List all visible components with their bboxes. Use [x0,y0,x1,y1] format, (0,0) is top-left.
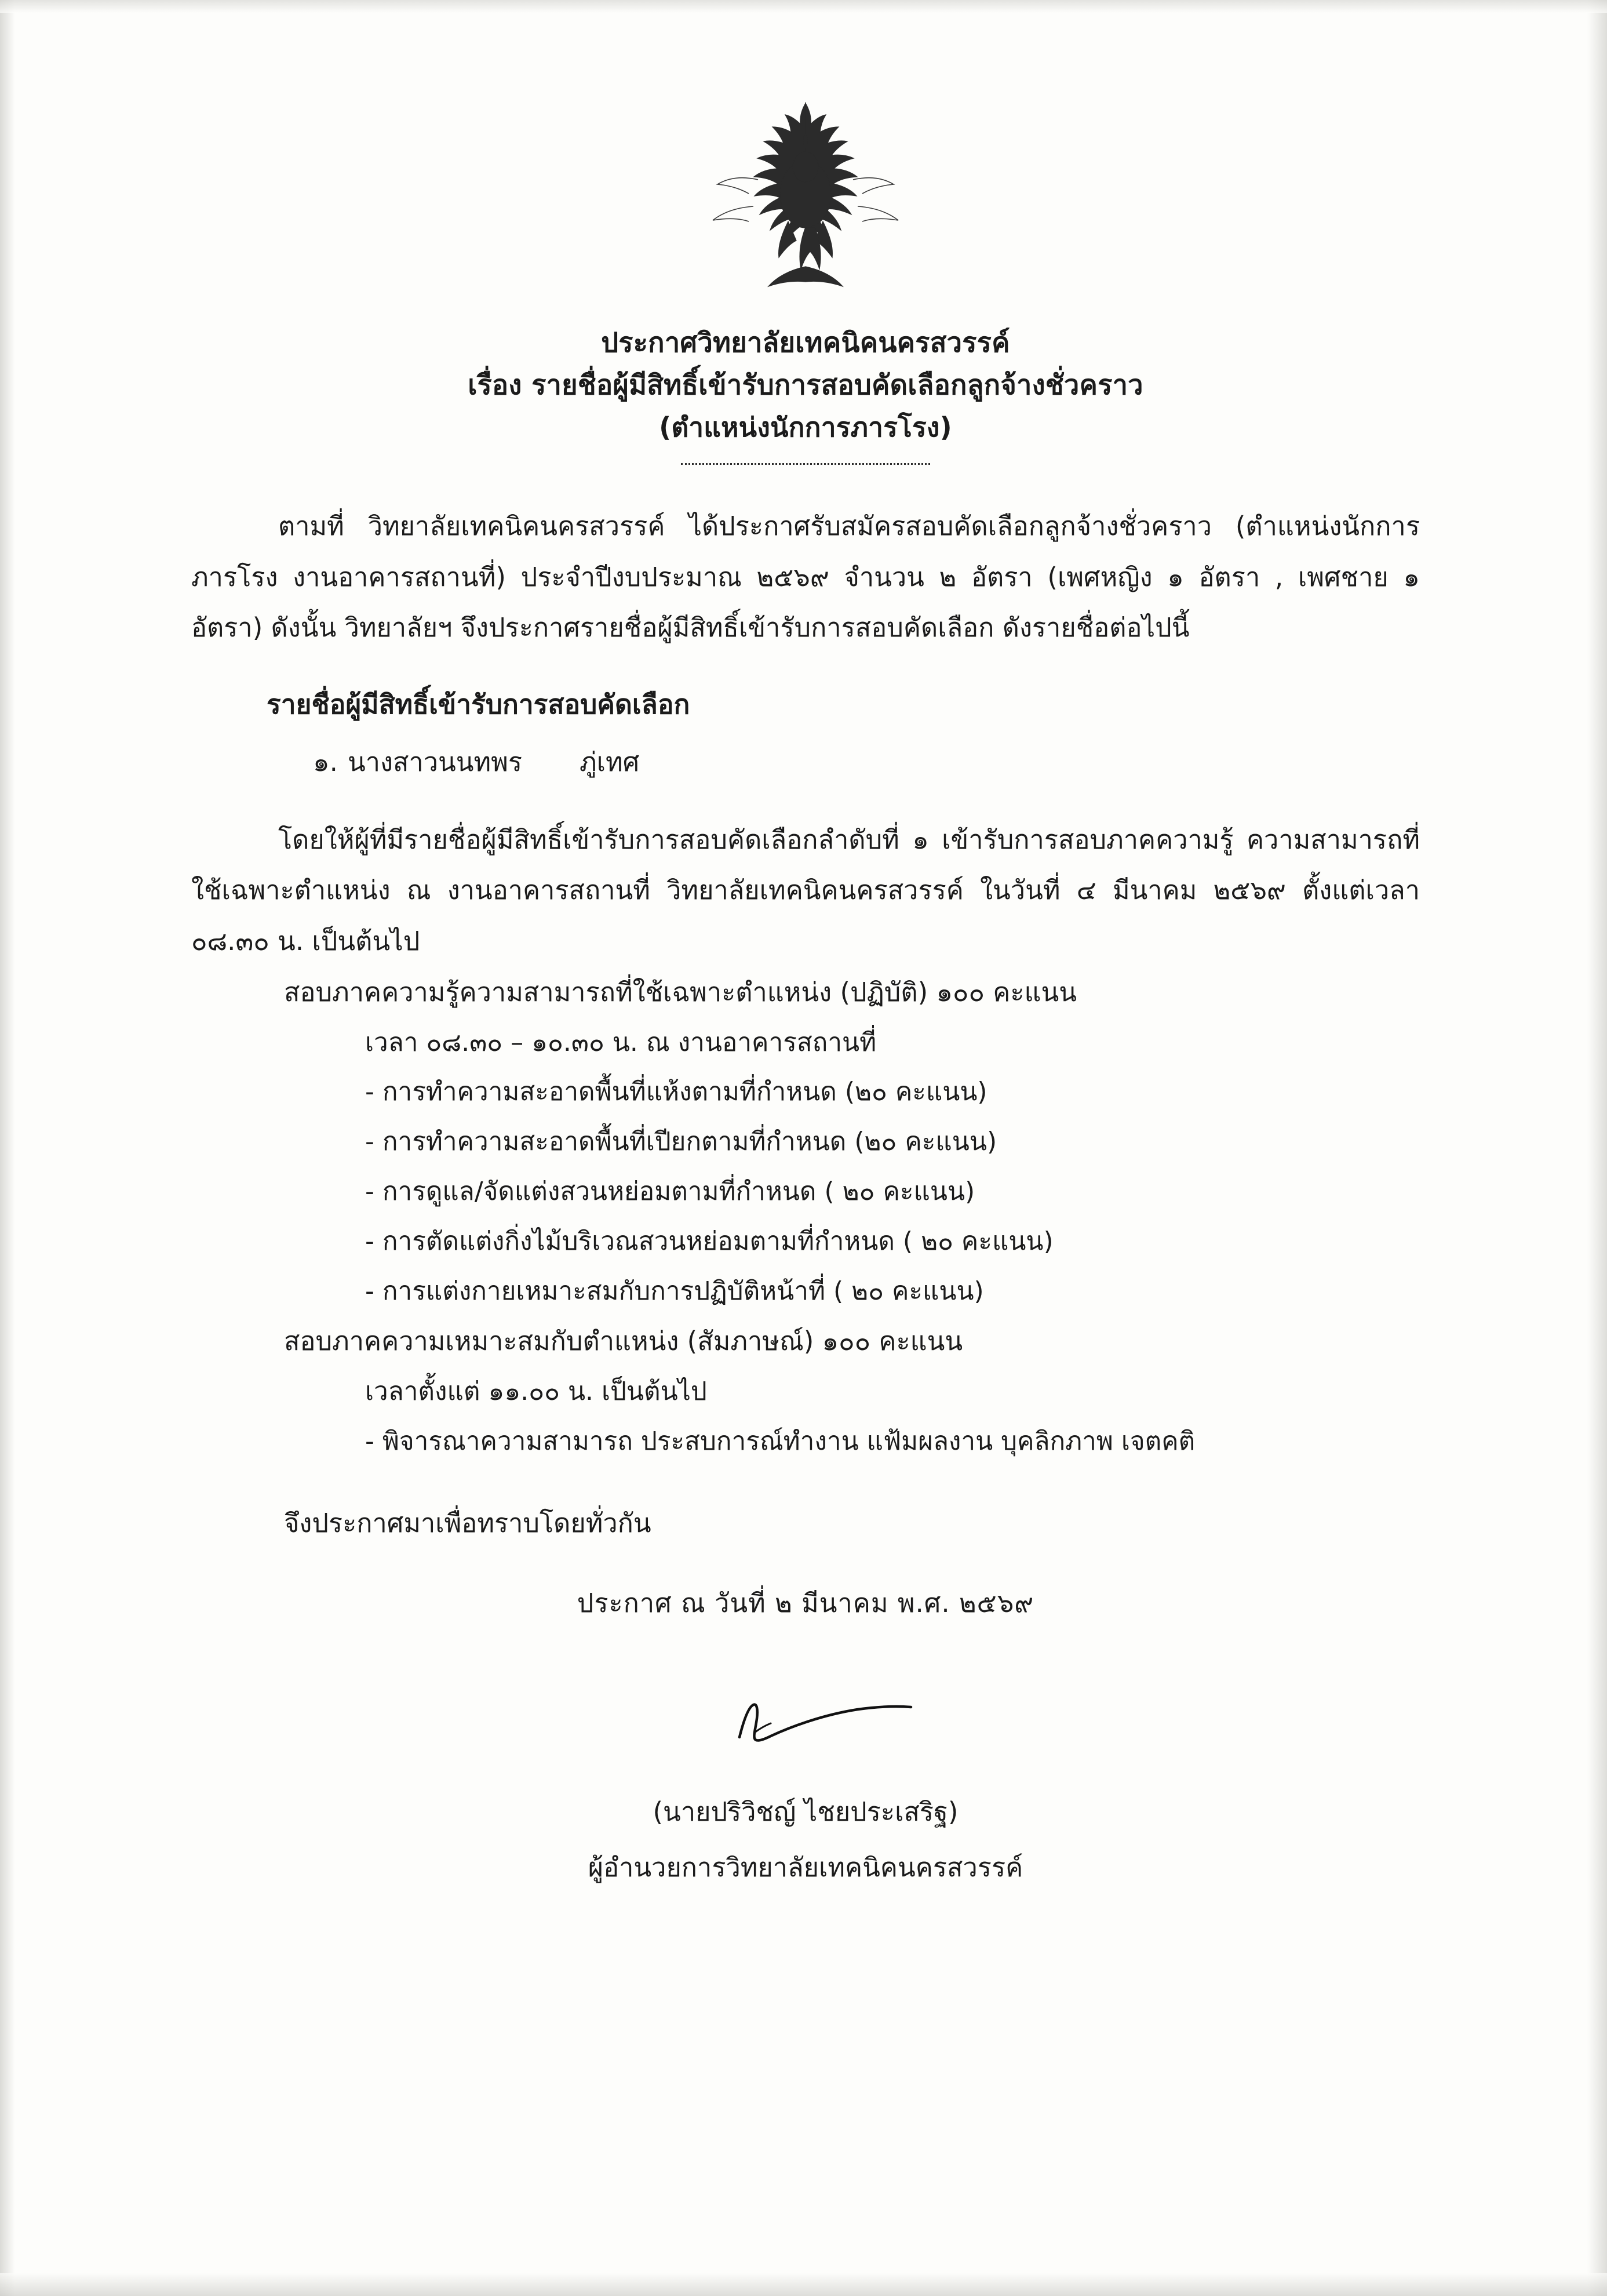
candidate-surname: ภู่เทศ [580,746,640,777]
garuda-emblem-icon [690,93,921,301]
document-body [191,501,1420,1893]
page-edge-top [0,0,1607,13]
page-edge-left [0,0,15,2296]
candidate-name: นางสาวนนทพร [348,746,523,777]
exam-section-1-item-3: - การดูแล/จัดแต่งสวนหย่อมตามที่กำหนด ( ๒๐ คะแนน) [365,1177,975,1207]
heading-divider [681,463,930,465]
heading-line-2: เรื่อง รายชื่อผู้มีสิทธิ์เข้ารับการสอบคัดเลือกลูกจ้างชั่วคราว [468,369,1143,401]
exam-section-1-item-2: - การทำความสะอาดพื้นที่เปียกตามที่กำหนด (๒๐ คะแนน) [365,1127,997,1157]
signer-title: ผู้อำนวยการวิทยาลัยเทคนิคนครสวรรค์ [588,1851,1023,1883]
document-content [191,70,1420,1893]
exam-section-1-title: สอบภาคความรู้ความสามารถที่ใช้เฉพาะตำแหน่ง (ปฏิบัติ) ๑๐๐ คะแนน [284,976,1077,1007]
emblem-container [191,93,1420,301]
document-heading [191,322,1420,465]
intro-paragraph: ตามที่ วิทยาลัยเทคนิคนครสวรรค์ ได้ประกาศรับสมัครสอบคัดเลือกลูกจ้างชั่วคราว (ตำแหน่งนักการภารโรง งานอาคารสถานที่) ประจำปีงบประมาณ ๒๕๖๙ จำนวน ๒ อัตรา (เพศหญิง ๑ อัตรา , เพศชาย ๑ อัตรา) ดังนั้น วิทยาลัยฯ จึงประกาศรายชื่อผู้มีสิทธิ์เข้ารับการสอบคัดเลือก ดังรายชื่อต่อไปนี้ [191,510,1420,643]
instruction-paragraph: โดยให้ผู้ที่มีรายชื่อผู้มีสิทธิ์เข้ารับการสอบคัดเลือกลำดับที่ ๑ เข้ารับการสอบภาคความรู้ ความสามารถที่ใช้เฉพาะตำแหน่ง ณ งานอาคารสถานที่ วิทยาลัยเทคนิคนครสวรรค์ ในวันที่ ๔ มีนาคม ๒๕๖๙ ตั้งแต่เวลา ๐๘.๓๐ น. เป็นต้นไป [191,824,1420,957]
announcement-date: ประกาศ ณ วันที่ ๒ มีนาคม พ.ศ. ๒๕๖๙ [577,1587,1034,1618]
exam-section-2-time: เวลาตั้งแต่ ๑๑.๐๐ น. เป็นต้นไป [365,1377,707,1407]
eligible-list-title: รายชื่อผู้มีสิทธิ์เข้ารับการสอบคัดเลือก [267,689,690,721]
heading-line-3: (ตำแหน่งนักการภารโรง) [659,411,952,443]
signature-block [191,1692,1420,1893]
candidate-number: ๑. [313,746,338,777]
exam-section-1-time: เวลา ๐๘.๓๐ – ๑๐.๓๐ น. ณ งานอาคารสถานที่ [365,1027,877,1057]
exam-section-1-item-5: - การแต่งกายเหมาะสมกับการปฏิบัติหน้าที่ ( ๒๐ คะแนน) [365,1276,984,1306]
candidate-row [313,737,1420,788]
exam-section-1-item-1: - การทำความสะอาดพื้นที่แห้งตามที่กำหนด (๒๐ คะแนน) [365,1077,987,1107]
signer-name: (นายปริวิชญ์ ไชยประเสริฐ) [653,1796,959,1828]
exam-section-2-title: สอบภาคความเหมาะสมกับตำแหน่ง (สัมภาษณ์) ๑๐๐ คะแนน [284,1326,963,1357]
heading-line-1: ประกาศวิทยาลัยเทคนิคนครสวรรค์ [601,327,1010,359]
page-edge-bottom [0,2273,1607,2296]
exam-section-1-item-4: - การตัดแต่งกิ่งไม้บริเวณสวนหย่อมตามที่กำหนด ( ๒๐ คะแนน) [365,1226,1054,1256]
exam-section-2-item-1: - พิจารณาความสามารถ ประสบการณ์ทำงาน แฟ้มผลงาน บุคลิกภาพ เจตคติ [365,1427,1196,1456]
handwritten-signature-icon [684,1692,927,1756]
closing-paragraph: จึงประกาศมาเพื่อทราบโดยทั่วกัน [284,1507,651,1538]
page-edge-right [1587,0,1607,2296]
